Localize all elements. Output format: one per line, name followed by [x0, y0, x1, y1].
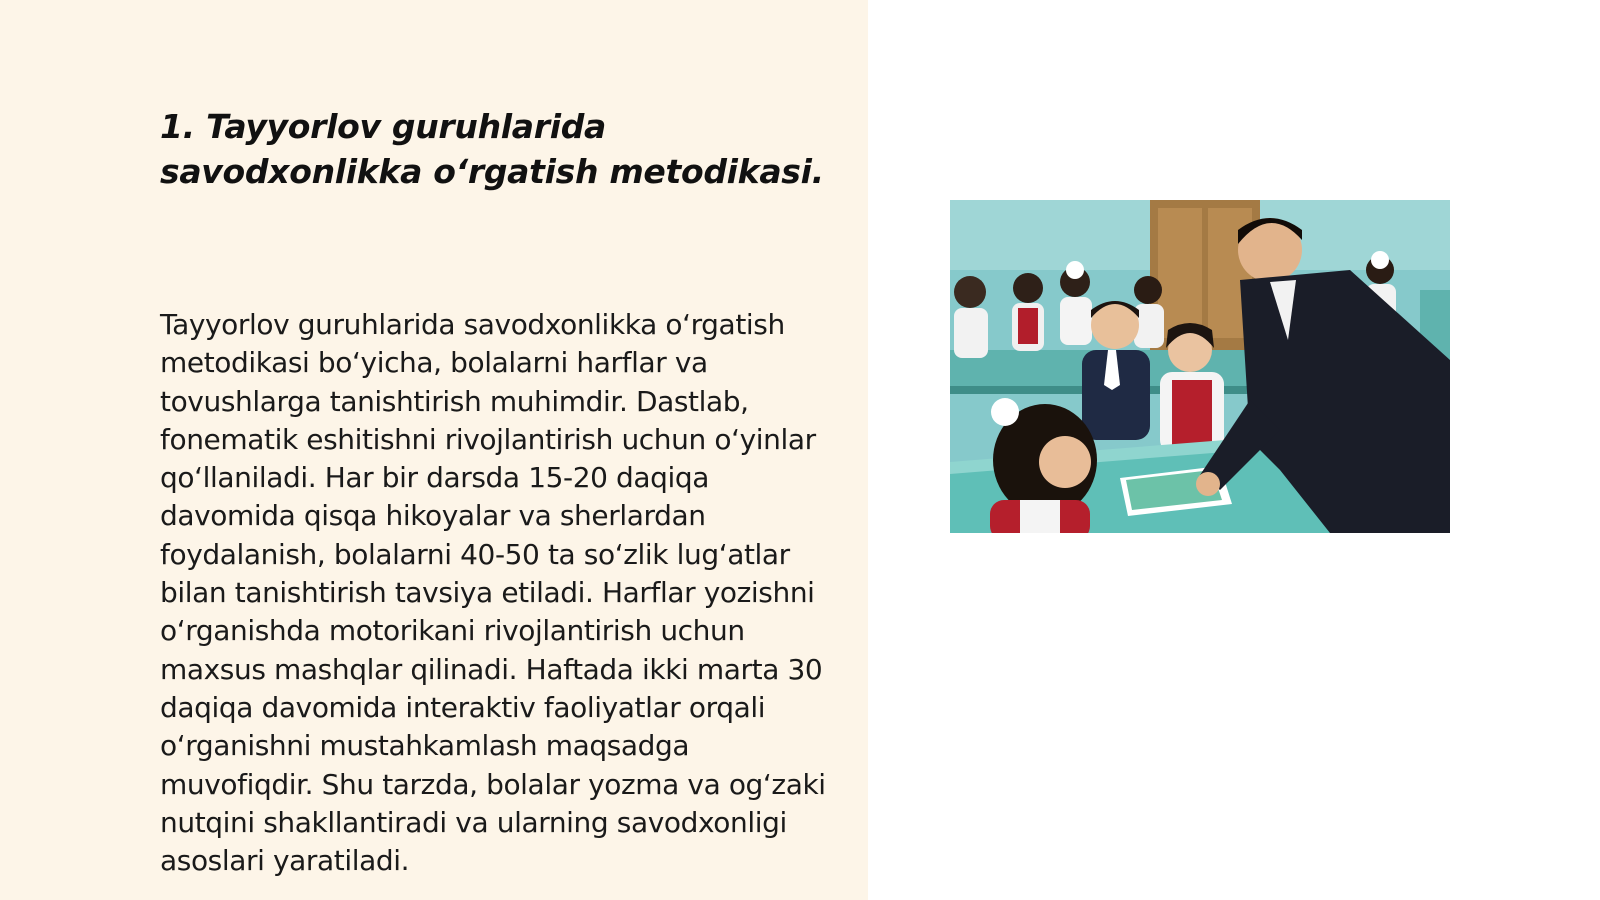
- slide-body-text: Tayyorlov guruhlarida savodxonlikka o‘rgatish metodikasi bo‘yicha, bolalarni harflar va tovushlarga tanishtirish muhimdir. Dastlab, fonematik eshitishni rivojlantirish uchun o‘yinlar qo‘llaniladi. Har bir darsda 15-20 daqiqa davomida qisqa hikoyalar va sherlardan foydalanish, bolalarni 40-50 ta so‘zlik lug‘atlar bilan tanishtirish tavsiya etiladi. Harflar yozishni o‘rganishda motorikani rivojlantirish uchun maxsus mashqlar qilinadi. Haftada ikki marta 30 daqiqa davomida interaktiv faoliyatlar orqali o‘rganishni mustahkamlash maqsadga muvofiqdir. Shu tarzda, bolalar yozma va og‘zaki nutqini shakllantiradi va ularning savodxonligi asoslari yaratiladi.: [160, 308, 826, 878]
- slide-title: 1. Tayyorlov guruhlarida savodxonlikka o‘rgatish metodikasi.: [160, 107, 824, 191]
- classroom-photo: [950, 200, 1450, 533]
- classroom-photo-illustration: [950, 200, 1450, 533]
